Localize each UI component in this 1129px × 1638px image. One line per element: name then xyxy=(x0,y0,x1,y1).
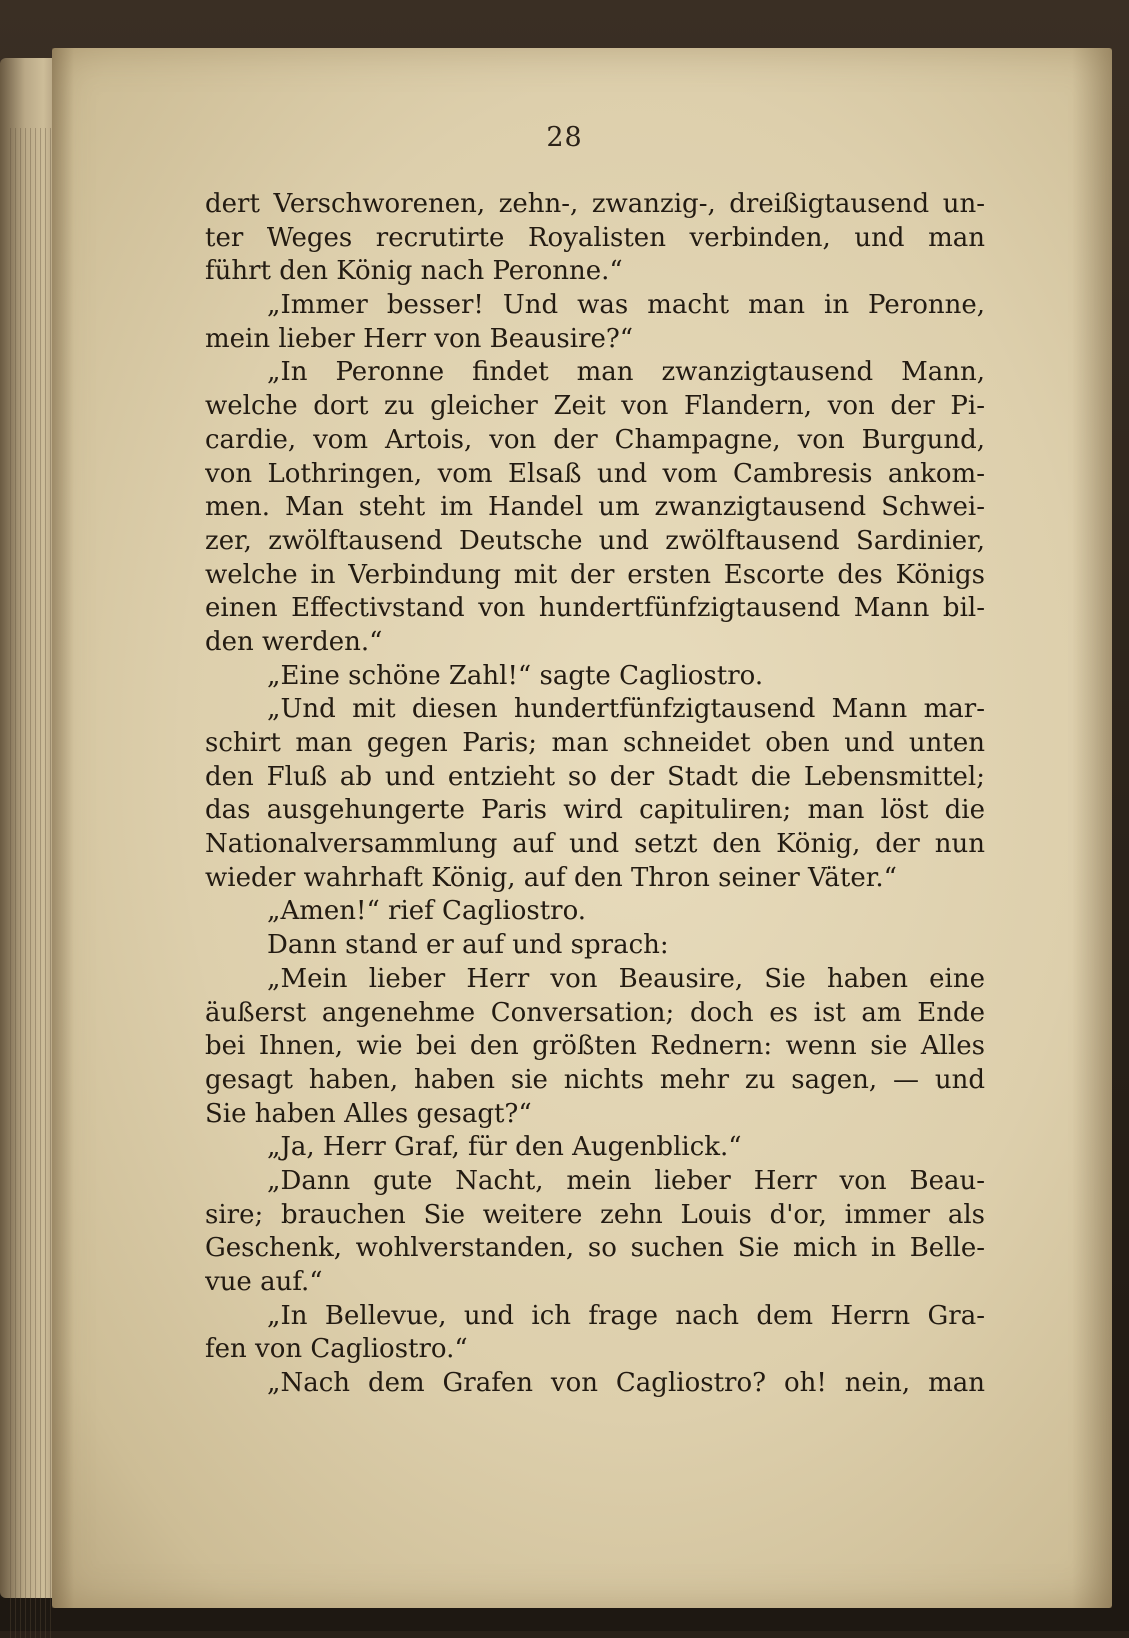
text-line: Nationalversammlung auf und setzt den König, der nun xyxy=(205,829,985,860)
page-stack-lines xyxy=(10,128,55,1638)
text-line: den werden.“ xyxy=(205,626,383,657)
text-line: „In Bellevue, und ich frage nach dem Herrn Gra- xyxy=(267,1300,985,1331)
text-line: den Fluß ab und entzieht so der Stadt die Lebensmittel; xyxy=(205,761,985,792)
text-line: welche dort zu gleicher Zeit von Flandern, von der Pi- xyxy=(205,391,985,422)
text-line: dert Verschworenen, zehn-, zwanzig-, dreißigtausend un- xyxy=(205,189,985,219)
text-line: einen Effectivstand von hundertfünfzigtausend Mann bil- xyxy=(205,593,985,624)
text-line: wieder wahrhaft König, auf den Thron seiner Väter.“ xyxy=(205,862,897,893)
text-line: zer, zwölftausend Deutsche und zwölftausend Sardinier, xyxy=(205,525,985,556)
page-number: 28 xyxy=(546,122,583,153)
text-line: gesagt haben, haben sie nichts mehr zu sagen, — und xyxy=(205,1064,985,1095)
text-line: „Und mit diesen hundertfünfzigtausend Mann mar- xyxy=(267,694,985,725)
text-line: ter Weges recrutirte Royalisten verbinden, und man xyxy=(205,222,985,253)
text-line: welche in Verbindung mit der ersten Escorte des Königs xyxy=(205,559,985,590)
text-line: „In Peronne findet man zwanzigtausend Mann, xyxy=(267,357,985,388)
text-line: cardie, vom Artois, von der Champagne, von Burgund, xyxy=(205,424,985,455)
body-text xyxy=(205,188,985,1401)
text-line: Geschenk, wohlverstanden, so suchen Sie mich in Belle- xyxy=(205,1233,985,1264)
text-line: vue auf.“ xyxy=(205,1267,323,1297)
text-line: men. Man steht im Handel um zwanzigtausend Schwei- xyxy=(205,492,985,523)
text-line: „Amen!“ rief Cagliostro. xyxy=(267,896,587,927)
text-line: mein lieber Herr von Beausire?“ xyxy=(205,323,634,354)
text-line: Sie haben Alles gesagt?“ xyxy=(205,1098,532,1129)
text-line: äußerst angenehme Conversation; doch es ist am Ende xyxy=(205,997,985,1028)
text-line: „Mein lieber Herr von Beausire, Sie haben eine xyxy=(267,963,985,994)
text-line: fen von Cagliostro.“ xyxy=(205,1334,468,1365)
text-line: führt den König nach Peronne.“ xyxy=(205,256,623,287)
text-line: „Nach dem Grafen von Cagliostro? oh! nein, man xyxy=(267,1368,985,1399)
text-line: das ausgehungerte Paris wird capituliren; man löst die xyxy=(205,795,985,826)
text-line: „Eine schöne Zahl!“ sagte Cagliostro. xyxy=(267,660,764,691)
text-line: sire; brauchen Sie weitere zehn Louis d'or, immer als xyxy=(205,1199,985,1230)
text-line: Dann stand er auf und sprach: xyxy=(267,930,669,961)
text-line: bei Ihnen, wie bei den größten Rednern: wenn sie Alles xyxy=(205,1031,985,1062)
page-gutter xyxy=(52,48,74,1608)
text-line: schirt man gegen Paris; man schneidet oben und unten xyxy=(205,728,985,758)
text-line: „Dann gute Nacht, mein lieber Herr von Beau- xyxy=(267,1165,985,1196)
text-line: „Immer besser! Und was macht man in Peronne, xyxy=(267,290,985,321)
text-line: „Ja, Herr Graf, für den Augenblick.“ xyxy=(267,1132,742,1163)
text-line: von Lothringen, vom Elsaß und vom Cambresis ankom- xyxy=(205,458,985,489)
page-edge-shadow xyxy=(1072,48,1112,1608)
